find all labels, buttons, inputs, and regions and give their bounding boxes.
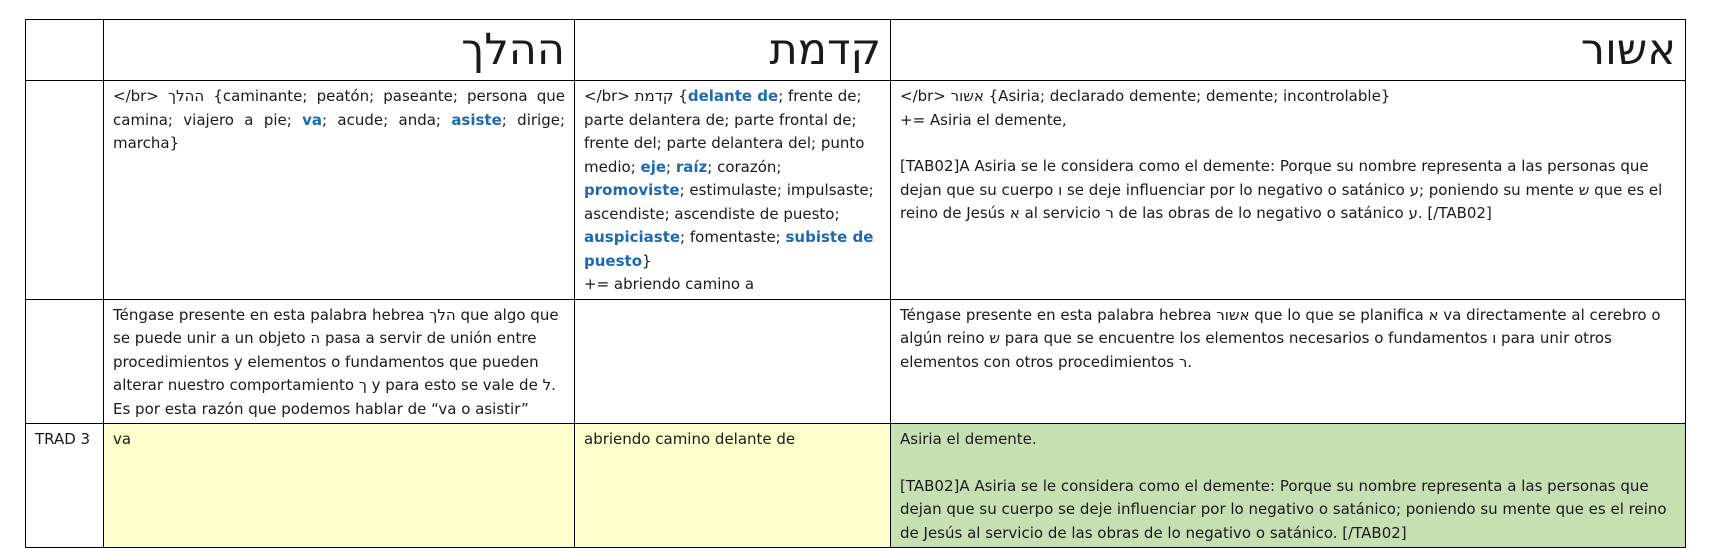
definition-fragment: ; dirige; marcha} bbox=[113, 110, 565, 152]
hebrew-heading-haholech: ההלך bbox=[461, 25, 565, 75]
definition-cell-ashur[interactable] bbox=[891, 81, 1686, 300]
definition-fragment: } bbox=[642, 251, 652, 270]
header-cell-empty[interactable] bbox=[26, 20, 104, 81]
hebrew-heading-ashur: אשור bbox=[1580, 25, 1676, 75]
keyword-highlight: asiste bbox=[451, 110, 502, 129]
definition-fragment: ; fomentaste; bbox=[680, 228, 786, 246]
definition-fragment: ; corazón; bbox=[707, 157, 782, 176]
definition-fragment: ; bbox=[666, 157, 676, 176]
translation-text: Asiria el demente. bbox=[900, 430, 1037, 448]
additional-meaning: += abriendo camino a bbox=[584, 275, 755, 293]
translation-row bbox=[26, 424, 1686, 548]
row-label-trad3[interactable]: TRAD 3 bbox=[26, 424, 104, 548]
keyword-highlight: eje bbox=[640, 157, 667, 176]
definition-cell-kidmat[interactable] bbox=[575, 81, 891, 300]
translation-text: abriendo camino delante de bbox=[584, 430, 796, 448]
definition-text bbox=[584, 87, 874, 270]
translation-table bbox=[25, 19, 1686, 548]
note-text: Téngase presente en esta palabra hebrea הלך que algo que se puede unir a un objeto ה pasa a servir de unión entre procedimientos y elementos o fundamentos que pueden alterar nuestro comportamiento ך y para esto se vale de ל. Es por esta razón que podemos hablar de “va o asistir” bbox=[113, 305, 559, 418]
definitions-row bbox=[26, 81, 1686, 300]
translation-cell-ashur[interactable] bbox=[891, 424, 1686, 548]
additional-meaning: += Asiria el demente, bbox=[900, 110, 1067, 129]
keyword-highlight: promoviste bbox=[584, 181, 680, 199]
hebrew-heading-kidmat: קדמת bbox=[769, 25, 881, 75]
definition-fragment: </br> קדמת { bbox=[584, 87, 688, 105]
header-row bbox=[26, 20, 1686, 81]
keyword-highlight: auspiciaste bbox=[584, 228, 681, 246]
paragraph-gap bbox=[900, 132, 1676, 155]
header-cell-haholech[interactable] bbox=[104, 20, 575, 81]
note-cell-haholech[interactable] bbox=[104, 299, 575, 424]
definition-fragment: </br> ההלך {caminante; peatón; paseante; persona que camina; viajero a pie; bbox=[113, 87, 565, 129]
notes-row bbox=[26, 299, 1686, 424]
note-cell-kidmat[interactable] bbox=[575, 299, 891, 424]
explanation-paragraph: [TAB02]A Asiria se le considera como el demente: Porque su nombre representa a las personas que dejan que su cuerpo ו se deje influenciar por lo negativo o satánico ע; poniendo su mente ש que es el reino de Jesús א al servicio ר de las obras de lo negativo o satánico ע. [/TAB02] bbox=[900, 157, 1663, 222]
translation-cell-haholech[interactable] bbox=[104, 424, 575, 548]
definition-fragment: ; acude; anda; bbox=[322, 110, 452, 129]
translation-text: va bbox=[113, 430, 132, 448]
definition-fragment: ; estimulaste; impulsaste; ascendiste; ascendiste de puesto; bbox=[584, 181, 874, 223]
explanation-paragraph: [TAB02]A Asiria se le considera como el demente: Porque su nombre representa a las personas que dejan que su cuerpo se deje influenciar por lo negativo o satánico; poniendo su mente que es el reino de Jesús al servicio de las obras de lo negativo o satánico. [/TAB02] bbox=[900, 476, 1667, 542]
header-cell-kidmat[interactable] bbox=[575, 20, 891, 81]
definition-text: </br> אשור {Asiria; declarado demente; demente; incontrolable} bbox=[900, 87, 1391, 105]
header-cell-ashur[interactable] bbox=[891, 20, 1686, 81]
row-label-cell[interactable] bbox=[26, 299, 104, 424]
note-cell-ashur[interactable] bbox=[891, 299, 1686, 424]
keyword-highlight: va bbox=[302, 110, 323, 129]
note-text: Téngase presente en esta palabra hebrea אשור que lo que se planifica א va directamente al cerebro o algún reino ש para que se encuentre los elementos necesarios o fundamentos ו para unir otros elementos con otros procedimientos ר. bbox=[900, 305, 1661, 371]
definition-fragment: ; frente de; parte delantera de; parte frontal de; frente del; parte delantera del; punto medio; bbox=[584, 87, 865, 176]
row-label-cell[interactable] bbox=[26, 81, 104, 300]
keyword-highlight: subiste de puesto bbox=[584, 228, 874, 270]
definition-cell-haholech[interactable] bbox=[104, 81, 575, 300]
keyword-highlight: delante de bbox=[687, 87, 779, 105]
definition-text bbox=[113, 87, 565, 152]
keyword-highlight: raíz bbox=[675, 157, 708, 176]
paragraph-gap bbox=[900, 452, 1676, 475]
translation-cell-kidmat[interactable] bbox=[575, 424, 891, 548]
